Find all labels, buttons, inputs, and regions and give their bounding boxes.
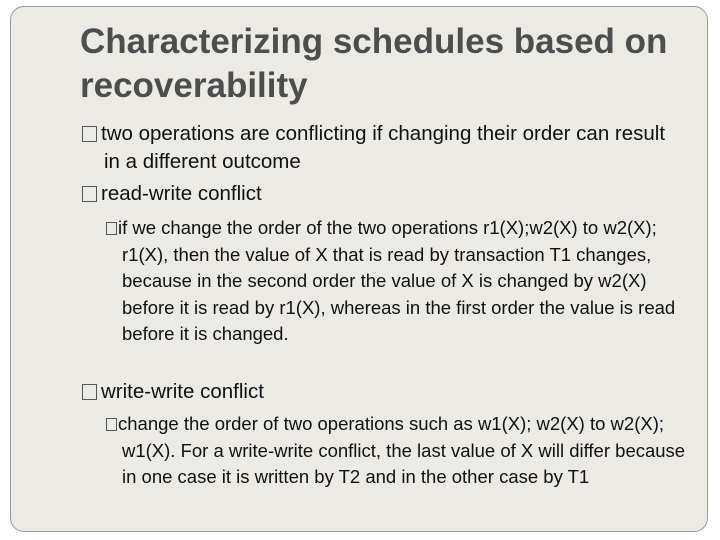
bullet-write-write-conflict — [82, 378, 682, 406]
slide-title: Characterizing schedules based on recoverability — [80, 22, 668, 105]
square-bullet-icon — [82, 384, 97, 400]
sub-bullet-text: if we change the order of the two operations r1(X);w2(X) to w2(X); r1(X), then the value of X that is read by transaction T1 changes, because in the second order the value of X is changed by w2(X) before it is read by r1(X), whereas in the first order the value is read before it is changed. — [118, 217, 676, 344]
small-square-bullet-icon — [106, 222, 117, 235]
bullet-text: two operations are conflicting if changing their order can result in a different outcome — [101, 122, 666, 173]
bullet-conflicting-operations — [82, 120, 682, 176]
sub-bullet-write-write-explanation — [106, 411, 692, 491]
bullet-read-write-conflict — [82, 180, 682, 208]
square-bullet-icon — [82, 126, 97, 142]
square-bullet-icon — [82, 186, 97, 202]
sub-bullet-read-write-explanation — [106, 215, 692, 348]
sub-bullet-text: change the order of two operations such as w1(X); w2(X) to w2(X); w1(X). For a write-write conflict, the last value of X will differ because in one case it is written by T2 and in the other case by T1 — [118, 413, 686, 487]
bullet-text: write-write conflict — [101, 380, 264, 403]
bullet-text: read-write conflict — [101, 182, 262, 205]
small-square-bullet-icon — [106, 418, 117, 431]
